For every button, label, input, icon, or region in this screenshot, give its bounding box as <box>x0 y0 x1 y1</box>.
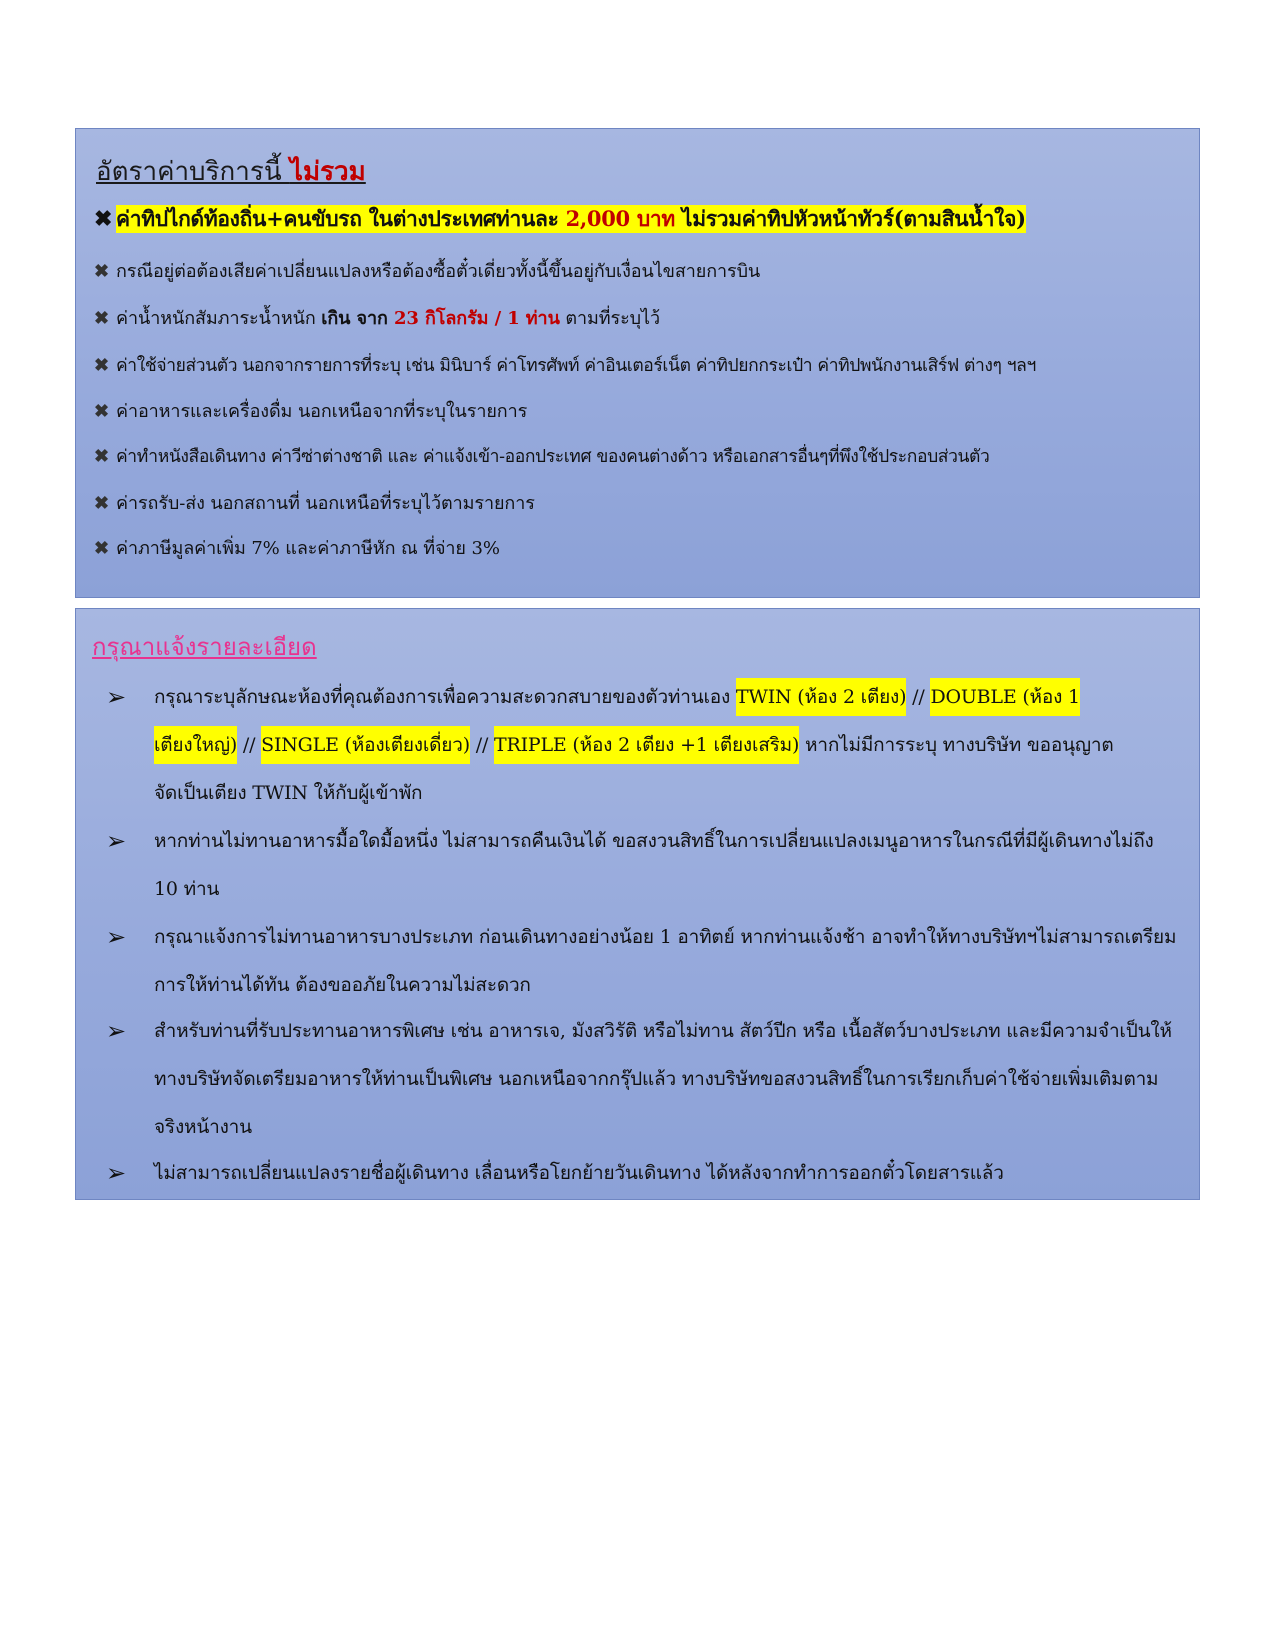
detail-item-room-type: ➢ กรุณาระบุลักษณะห้องที่คุณต้องการเพื่อความสะดวกสบายของตัวท่านเอง TWIN (ห้อง 2 เตียง) // DOUBLE (ห้อง 1 เตียงใหญ่) // SINGLE (ห้องเตียงเดี่ยว) // TRIPLE (ห้อง 2 เตียง +1 เตียงเสริม) หากไม่มีการระบุ ทางบริษัท ขออนุญาต จัดเป็นเตียง TWIN ให้กับผู้เข้าพัก <box>106 673 1181 817</box>
cross-mark-icon: ✖ <box>94 538 110 559</box>
room-double-cont: เตียงใหญ่) <box>154 726 237 764</box>
excluded-item-ticket-change: ✖ กรณีอยู่ต่อต้องเสียค่าเปลี่ยนแปลงหรือต้องซื้อตั๋วเดี่ยวทั้งนี้ขึ้นอยู่กับเงื่อนไขสายการบิน <box>94 259 760 285</box>
arrow-bullet-icon: ➢ <box>106 1159 127 1187</box>
arrow-bullet-icon: ➢ <box>106 827 127 855</box>
excluded-title: อัตราค่าบริการนี้ ไม่รวม <box>96 157 366 187</box>
excluded-item-transfer: ✖ ค่ารถรับ-ส่ง นอกสถานที่ นอกเหนือที่ระบุไว้ตามรายการ <box>94 491 535 517</box>
excluded-item-food: ✖ ค่าอาหารและเครื่องดื่ม นอกเหนือจากที่ระบุในรายการ <box>94 399 527 425</box>
cross-mark-icon: ✖ <box>94 446 110 467</box>
cross-mark-icon: ✖ <box>94 355 110 376</box>
excluded-item-tax: ✖ ค่าภาษีมูลค่าเพิ่ม 7% และค่าภาษีหัก ณ ที่จ่าย 3% <box>94 536 500 562</box>
detail-item-meal-refund: ➢ หากท่านไม่ทานอาหารมื้อใดมื้อหนึ่ง ไม่สามารถคืนเงินได้ ขอสงวนสิทธิ์ในการเปลี่ยนแปลงเมนูอาหารในกรณีที่มีผู้เดินทางไม่ถึง 10 ท่าน <box>106 817 1181 913</box>
cross-mark-icon: ✖ <box>94 493 110 514</box>
excluded-title-highlight: ไม่รวม <box>289 157 366 187</box>
excluded-item-tip: ✖ ค่าทิปไกด์ท้องถิ่น+คนขับรถ ในต่างประเทศท่านละ 2,000 บาท ไม่รวมค่าทิปหัวหน้าทัวร์(ตามสินน้ำใจ) <box>94 206 1026 232</box>
tip-amount: 2,000 บาท <box>565 206 675 231</box>
room-double: DOUBLE (ห้อง 1 <box>930 678 1079 716</box>
baggage-limit: 23 กิโลกรัม / 1 ท่าน <box>393 308 560 329</box>
detail-item-name-change: ➢ ไม่สามารถเปลี่ยนแปลงรายชื่อผู้เดินทาง เลื่อนหรือโยกย้ายวันเดินทาง ได้หลังจากทำการออกตั๋วโดยสารแล้ว <box>106 1149 1181 1197</box>
room-single: SINGLE (ห้องเตียงเดี่ยว) <box>261 726 470 764</box>
detail-item-meal-notice: ➢ กรุณาแจ้งการไม่ทานอาหารบางประเภท ก่อนเดินทางอย่างน้อย 1 อาทิตย์ หากท่านแจ้งช้า อาจทำให้ทางบริษัทฯไม่สามารถเตรียมการให้ท่านได้ทัน ต้องขออภัยในความไม่สะดวก <box>106 913 1181 1009</box>
room-twin: TWIN (ห้อง 2 เตียง) <box>736 678 906 716</box>
cross-mark-icon: ✖ <box>94 401 110 422</box>
detail-item-special-meal: ➢ สำหรับท่านที่รับประทานอาหารพิเศษ เช่น อาหารเจ, มังสวิรัติ หรือไม่ทาน สัตว์ปีก หรือ เนื้อสัตว์บางประเภท และมีความจำเป็นให้ทางบริษัทจัดเตรียมอาหารให้ท่านเป็นพิเศษ นอกเหนือจากกรุ๊ปแล้ว ทางบริษัทขอสงวนสิทธิ์ในการเรียกเก็บค่าใช้จ่ายเพิ่มเติมตามจริงหน้างาน <box>106 1007 1181 1151</box>
excluded-item-baggage: ✖ ค่าน้ำหนักสัมภาระน้ำหนัก เกิน จาก 23 กิโลกรัม / 1 ท่าน ตามที่ระบุไว้ <box>94 306 660 332</box>
details-title: กรุณาแจ้งรายละเอียด <box>92 633 317 661</box>
room-triple: TRIPLE (ห้อง 2 เตียง +1 เตียงเสริม) <box>494 726 799 764</box>
arrow-bullet-icon: ➢ <box>106 683 127 711</box>
arrow-bullet-icon: ➢ <box>106 923 127 951</box>
cross-mark-icon: ✖ <box>94 206 113 232</box>
excluded-item-personal-expenses: ✖ ค่าใช้จ่ายส่วนตัว นอกจากรายการที่ระบุ เช่น มินิบาร์ ค่าโทรศัพท์ ค่าอินเตอร์เน็ต ค่าทิปยกกระเป๋า ค่าทิปพนักงานเสิร์ฟ ต่างๆ ฯลฯ <box>94 353 1036 379</box>
arrow-bullet-icon: ➢ <box>106 1017 127 1045</box>
excluded-section <box>75 128 1200 598</box>
cross-mark-icon: ✖ <box>94 261 110 282</box>
cross-mark-icon: ✖ <box>94 308 110 329</box>
excluded-item-passport-visa: ✖ ค่าทำหนังสือเดินทาง ค่าวีซ่าต่างชาติ และ ค่าแจ้งเข้า-ออกประเทศ ของคนต่างด้าว หรือเอกสารอื่นๆที่พึงใช้ประกอบส่วนตัว <box>94 444 989 470</box>
details-section <box>75 608 1200 1200</box>
